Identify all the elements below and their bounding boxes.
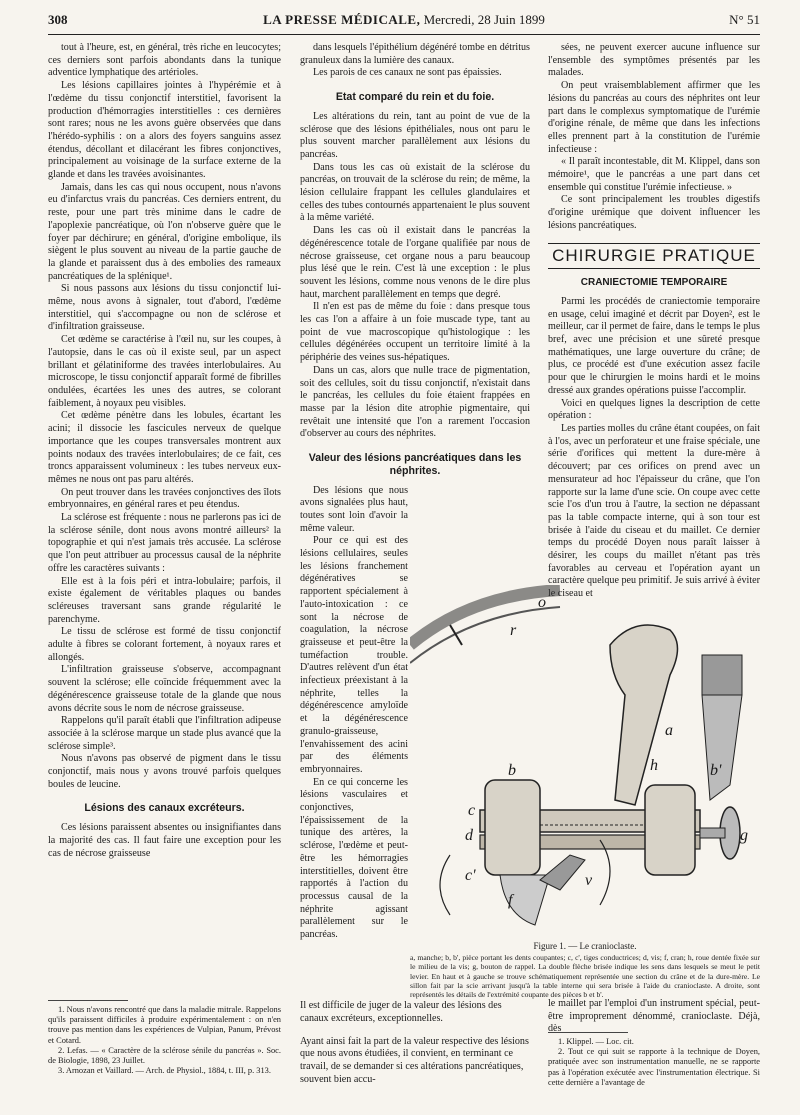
paragraph: Dans tous les cas où existait de la sclérose du pancréas, on trouvait de la sclérose du rein; de même, la lésion cellulaire frappant les cellules glandulaires et celles des tubes contournés appartenaient le plus souvent à la même variété.: [300, 161, 530, 224]
page-header: [48, 12, 760, 32]
paragraph: Rappelons qu'il paraît établi que l'infiltration adipeuse associée à la sclérose marque un stade plus avancé que la sclérose simple³.: [48, 715, 281, 752]
figure-label-0: o: [538, 594, 546, 611]
paragraph: Elle est à la fois péri et intra-lobulaire; parfois, il existe également de véritables plaques ou bandes scléreuses traversant sans grande régularité le parenchyme.: [48, 575, 281, 625]
figure-label-3: b: [508, 762, 516, 779]
paragraph: Il n'en est pas de même du foie : dans presque tous les cas l'on a affaire à un foie muscade type, tant au point de vue macroscopique qu'histologique : les cellules dégénérées occupent un territoire limité à la périphérie des veines sus-hépatiques.: [300, 301, 530, 364]
column-2-body-3: [300, 485, 408, 942]
paragraph: Les altérations du rein, tant au point de vue de la sclérose que des lésions épithéliales, nous ont paru le plus souvent marcher parallèlement aux lésions du pancréas.: [300, 110, 530, 160]
paragraph: Si nous passons aux lésions du tissu conjonctif lui-même, nous avons à signaler, tout d'abord, l'œdème interstitiel, qui s'accompagne ou non de sclérose et d'infiltration graisseuse.: [48, 283, 281, 333]
paragraph: Ces lésions paraissent absentes ou insignifiantes dans la majorité des cas. Il faut faire une exception pour les cas de nécrose graisseuse: [48, 822, 281, 859]
paragraph: Parmi les procédés de craniectomie temporaire en usage, celui imaginé et décrit par Doyen², est le meilleur, car il permet de faire, dans le temps le plus bref, avec une précision et une sûreté presque mathématiques, une large ouverture du crâne; de plus, ce procédé est d'une exécution assez facile pour que le chirurgien le moins hardi et le moins dressé aux grandes opérations puisse l'accomplir.: [548, 295, 760, 396]
footnotes-column-1: [48, 1000, 281, 1076]
paragraph: L'infiltration graisseuse s'observe, accompagnant souvent la sclérose; elle coïncide fréquemment avec la dégénérescence graisseuse totale de la glande que nous avons décrite sous le nom de nécrose graisseuse.: [48, 664, 281, 714]
paragraph: Pour ce qui est des lésions cellulaires, seules les lésions franchement dégénératives se rapportent spécialement à l'auto-intoxication : ce sont la nécrose de coagulation, la nécrose graisseuse et peut-être la tuméfaction trouble. D'autres relèvent d'un état infectieux préexistant à la néphrite, telles la dégénérescence amyloïde et la dégénérescence granulo-graisseuse, l'envahissement des acini par des éléments embryonnaires.: [300, 535, 408, 775]
paragraph: Ce sont principalement les troubles digestifs d'origine urémique que doivent influencer les lésions pancréatiques.: [548, 194, 760, 231]
section-banner: CHIRURGIE PRATIQUE: [548, 243, 760, 270]
running-title: [48, 12, 760, 28]
figure-label-5: b': [710, 762, 722, 779]
column-1-body-2: [48, 822, 281, 860]
footnote: 2. Tout ce qui suit se rapporte à la technique de Doyen, pratiquée avec son instrumentation manuelle, ne se rapporte pas à l'opération exécutée avec l'instrumentation électrique. Si cette dernière a l'avantage de: [548, 1047, 760, 1087]
column-3-body: [548, 42, 760, 233]
figure-label-7: d: [465, 827, 473, 844]
paragraph: tout à l'heure, est, en général, très riche en leucocytes; ces derniers sont parfois abondants dans la tunique adventice lymphatique des artérioles.: [48, 42, 281, 79]
paragraph: Voici en quelques lignes la description de cette opération :: [548, 397, 760, 422]
figure-label-1: r: [510, 622, 517, 639]
figure-label-4: h: [650, 757, 658, 774]
column-3: [548, 42, 760, 601]
footnote-list: [548, 1037, 760, 1088]
paragraph: On peut trouver dans les travées conjonctives des îlots embryonnaires, en général rares et peu étendus.: [48, 486, 281, 511]
column-1: [48, 42, 281, 1102]
column-2-tail-body: [300, 1000, 530, 1086]
paragraph: Dans un cas, alors que nulle trace de pigmentation, soit des cellules, soit du tissu conjonctif, n'existait dans le pancréas, les cellules du foie étaient frappées en masse par la lésion dite atrophie pigmentaire, qui revêtait une intensité que l'on a rarement l'occasion d'observer au cours des néphrites.: [300, 364, 530, 440]
heading-rein-foie: Etat comparé du rein et du foie.: [335, 91, 495, 104]
issue-number: N° 51: [729, 12, 760, 27]
footnote: 3. Arnozan et Vaillard. — Arch. de Physiol., 1884, t. III, p. 313.: [58, 1066, 271, 1076]
issue-date: Mercredi, 28 Juin 1899: [423, 12, 545, 27]
paragraph: Jamais, dans les cas qui nous occupent, nous n'avons eu d'infarctus vrais du pancréas. Ces derniers entrent, du reste, pour une part très minime dans le cadre de l'apoplexie pancréatique, où l'on n'observe guère que le foyer par déchirure; en général, d'origine embolique, ils siègent le plus souvent au niveau de la partie gauche de la glande et paraissent dus à des embolies des rameaux pancréatiques de la splénique¹.: [48, 181, 281, 282]
paragraph: Dans les cas où il existait dans le pancréas la dégénérescence totale de l'organe qualifiée par nous de nécrose graisseuse, cet organe nous a paru beaucoup plus lésé que le rein. C'est là une exception : le plus souvent les lésions, comme nous venons de le dire plus haut, marchent parallèlement en temps que degré.: [300, 225, 530, 300]
paragraph: Ayant ainsi fait la part de la valeur respective des lésions que nous avons étudiées, il convient, en terminant ce travail, de se demander si ces altérations pancréatiques, souvent bien accu-: [300, 1035, 529, 1085]
screw-body: [480, 780, 740, 875]
footnote: 2. Lefas. — « Caractère de la sclérose sénile du pancréas ». Soc. de Biologie, 1898, 23 Juillet.: [48, 1045, 281, 1066]
figure-legend: a, manche; b, b', pièce portant les dents coupantes; c, c', tiges conductrices; d, vis; f, cran; h, roue dentée fixée sur le milieu de la vis; g, bouton de rappel. La double flèche brisée indique les sens dans lesquels se meut le petit levier. En haut et à gauche se trouve schématiquement représentée une section du crâne et de la dure-mère. Le sillon fait par la scie arrivant jusqu'à la table interne qui sera brisée à l'aide du cranioclaste. A droite, sont représentés les détails de l'extrémité coupante des pièces b et b'.: [410, 953, 760, 1000]
paragraph: Les parois de ces canaux ne sont pas épaissies.: [313, 67, 502, 79]
tip-detail: [702, 655, 742, 800]
column-3-tail-text: le maillet par l'emploi d'un instrument spécial, peut-être improprement dénommé, cranioclaste. Déjà, dès: [548, 998, 760, 1035]
page-number: 308: [48, 12, 68, 27]
figure-label-11: v: [585, 872, 593, 889]
paragraph: Des lésions que nous avons signalées plus haut, toutes sont loin d'avoir la même valeur.: [300, 484, 408, 534]
paragraph: Le tissu de sclérose est formé de tissu conjonctif adulte à fibres se colorant fortement, à noyaux rares et allongés.: [48, 626, 281, 663]
paragraph: Nous n'avons pas observé de pigment dans le tissu conjonctif, mais nous y avons trouvé parfois quelques boules de leucine.: [48, 753, 281, 790]
paragraph: Cet œdème pénètre dans les lobules, écartant les acini; il dissocie les fascicules nerveux de quelque importance que les coupes transversales montrent aux points nodaux des travées interlobulaires; de ce fait, ces troncs apparaissent volumineux : les tubes nerveux eux-mêmes ne nous ont pas paru altérés.: [48, 410, 281, 485]
journal-name: LA PRESSE MÉDICALE,: [263, 12, 421, 27]
figure-label-9: f: [508, 892, 513, 909]
paragraph: Il est difficile de juger de la valeur des lésions des canaux excréteurs, exceptionnelles.: [300, 1000, 502, 1024]
footnote: 1. Klippel. — Loc. cit.: [558, 1037, 634, 1046]
heading-canaux-excreteurs: Lésions des canaux excréteurs.: [84, 802, 245, 815]
heading-valeur-lesions: Valeur des lésions pancréatiques dans les néphrites.: [308, 452, 522, 477]
column-2-body-2: [300, 111, 530, 441]
column-2-tail: [300, 990, 530, 1097]
paragraph: dans lesquels l'épithélium dégénéré tombe en détritus granuleux dans la lumière des canaux.: [300, 42, 530, 66]
paragraph: En ce qui concerne les lésions vasculaires et conjonctives, l'épaississement de la tunique des artères, la sclérose, l'œdème et peut-être les hémorragies interstitielles, doivent être rapportés à l'action du processus causal de la néphrite agissant parallèlement sur le pancréas.: [300, 776, 408, 941]
cranioclaste-figure: [410, 585, 760, 930]
figure-label-6: c: [468, 802, 476, 819]
footnote-rule: [48, 1000, 128, 1001]
figure-label-10: g: [740, 827, 748, 844]
handle-a: [610, 625, 678, 805]
figure-label-8: c': [465, 867, 476, 884]
article-title: CRANIECTOMIE TEMPORAIRE: [580, 277, 728, 289]
figure-label-2: a: [665, 722, 673, 739]
footnotes-column-3: [548, 1032, 760, 1088]
paragraph: La sclérose est fréquente : nous ne parlerons pas ici de la sclérose sénile, dont nous avons montré ailleurs² la topographie et qui n'est jamais très accusée. La sclérose que l'on peut attribuer au processus causal de la néphrite offre les caractères suivants :: [48, 512, 281, 574]
paragraph: Les lésions capillaires jointes à l'hypérémie et à l'œdème du tissu conjonctif interstitiel, favorisent la production d'hémorragies interstitielles : ces dernières sont rares; nous ne les avons guère observées que dans l'hérédo-syphilis : on a alors des foyers sanguins assez étendus, décollant et dilacérant les fibres conjonctives, principalement au voisinage de la surface externe de la glande et dans les travées avoisinantes.: [48, 80, 281, 181]
paragraph: On peut vraisemblablement affirmer que les lésions du pancréas au cours des néphrites ont leur part dans le complexus symptomatique de l'urémie d'origine rénale, de même que dans les infections elles prennent part à la constitution de l'urémie infectieuse :: [548, 80, 760, 155]
column-3-body-2: [548, 296, 760, 601]
column-2-body: [300, 42, 530, 80]
footnote-rule: [548, 1032, 628, 1033]
paragraph: Cet œdème se caractérise à l'œil nu, sur les coupes, à l'autopsie, dans le cas où il existe seul, par un aspect brillant et gélatiniforme des travées interlobulaires. Au microscope, le tissu conjonctif apparaît formé de fibrilles ondulées, écartées les unes des autres, se colorant faiblement, à noyaux peu visibles.: [48, 334, 281, 409]
footnote: 1. Nous n'avons rencontré que dans la maladie mitrale. Rappelons qu'ils paraissent difficiles à produire expérimentalement : on n'en trouve pas mention dans les expériences de Vulpian, Panum, Prévost et Cotard.: [48, 1005, 281, 1045]
paragraph: Les parties molles du crâne étant coupées, on fait à l'os, avec un perforateur et une fraise spéciale, une série d'orifices qui mettent la dure-mère à découvert; par ces orifices on prend avec un mensurateur ad hoc l'épaisseur du crâne, que l'on rapporte sur la lame d'une scie. On coupe avec cette scie l'os d'un trou à l'autre, la section ne dépassant pas la table compacte interne, qui à son tour est brisée à l'aide du ciseau et du maillet. Ce dernier temps du procédé Doyen nous paraît laisser à désirer, les coups du maillet n'étant pas très favorables au cerveau et l'opération ayant un caractère quelque peu primitif. Je suis arrivé à éviter le ciseau et: [548, 422, 760, 600]
paragraph: sées, ne peuvent exercer aucune influence sur l'ensemble des symptômes présentés par les malades.: [548, 42, 760, 79]
column-1-body: [48, 42, 281, 791]
paragraph: « Il paraît incontestable, dit M. Klippel, dans son mémoire¹, que le pancréas a une part dans cet ensemble qui constitue l'urémie infectieuse. »: [548, 156, 760, 193]
figure-title: Figure 1. — Le cranioclaste.: [533, 941, 637, 951]
header-rule: [48, 34, 760, 35]
footnote-list: [48, 1005, 281, 1076]
column-3-tail: [548, 998, 760, 1036]
